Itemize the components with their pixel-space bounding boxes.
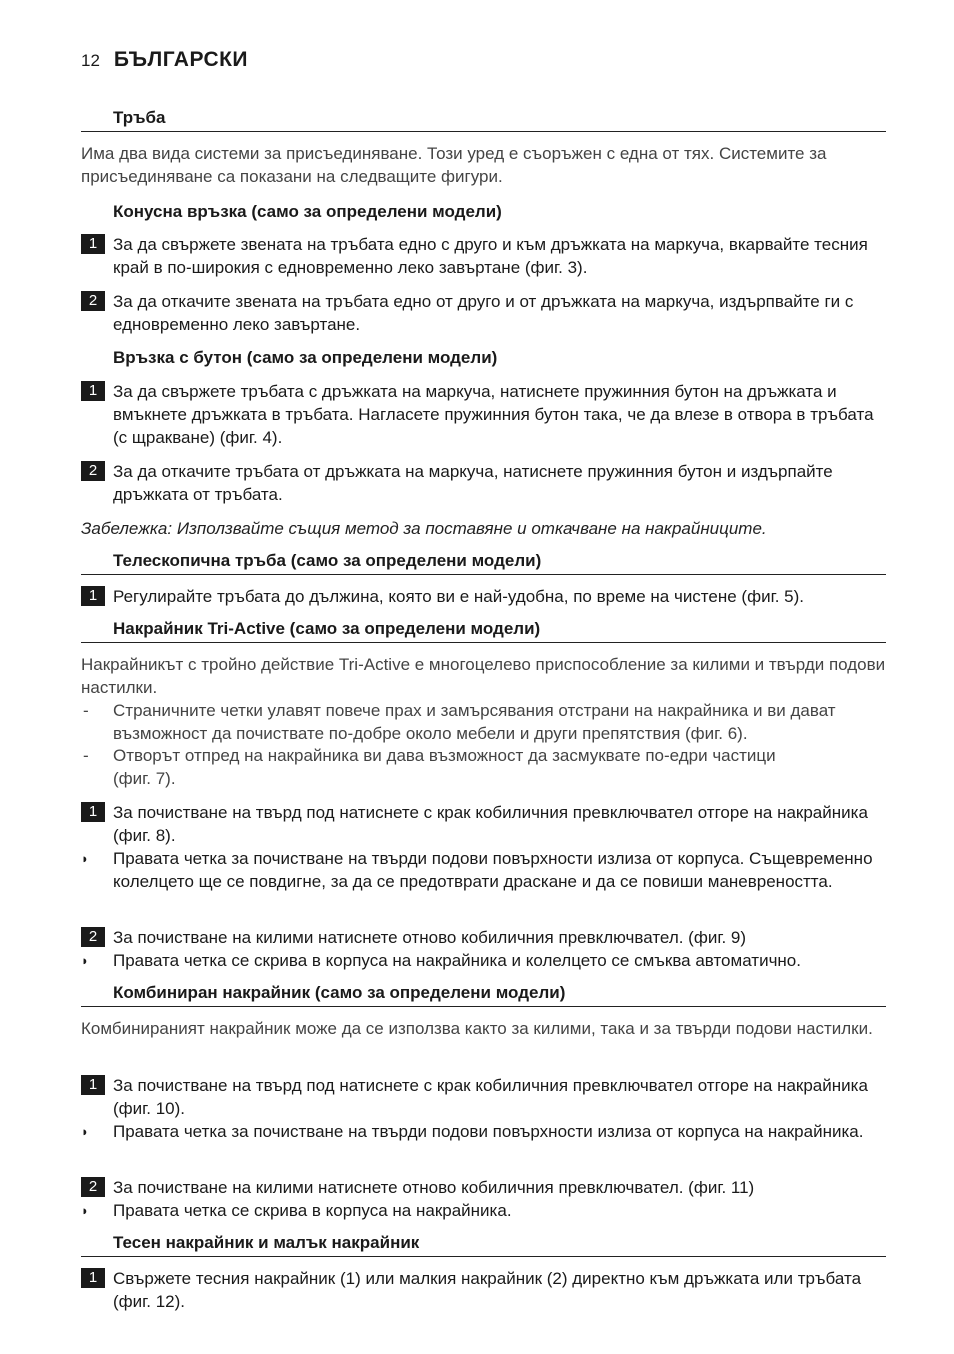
tube-intro: Има два вида системи за присъединяване. Този уред е съоръжен с една от тях. Системите за присъединяване са показани на следващите фигури.	[81, 144, 827, 186]
step-text: За да свържете тръбата с дръжката на маркуча, натиснете пружинния бутон на дръжката и вмъкнете дръжката в тръбата. Нагласете пружинния бутон така, че да влезе в отвора в тръбата (с щракване) (фиг. 4).	[113, 382, 874, 447]
step-conical-1	[81, 233, 886, 279]
step-number: 1	[81, 234, 105, 254]
result-arrow-icon: ◗	[81, 851, 89, 866]
result-text: Правата четка за почистване на твърди подови повърхности излиза от корпуса на накрайника.	[113, 1122, 864, 1141]
step-combined-2	[81, 1176, 886, 1199]
language-title: БЪЛГАРСКИ	[113, 48, 249, 71]
section-heading-triactive: Накрайник Tri-Active (само за определени модели)	[81, 619, 886, 643]
step-text: За почистване на килими натиснете отново кобиличния превключвател. (фиг. 11)	[113, 1178, 755, 1197]
step-button-1	[81, 380, 886, 449]
section-heading-telescopic: Телескопична тръба (само за определени модели)	[81, 551, 886, 575]
subheading-button: Връзка с бутон (само за определени модели)	[113, 348, 498, 367]
subheading-conical: Конусна връзка (само за определени модели)	[113, 202, 502, 221]
result-arrow-icon: ◗	[81, 1124, 89, 1139]
step-telescopic-1	[81, 585, 886, 608]
step-button-2	[81, 460, 886, 506]
result-item	[81, 949, 886, 972]
step-text: За почистване на твърд под натиснете с крак кобиличния превключвател отгоре на накрайника (фиг. 10).	[113, 1076, 868, 1118]
page-number: 12	[81, 51, 100, 70]
step-number: 2	[81, 927, 105, 947]
result-item	[81, 847, 886, 893]
step-conical-2	[81, 290, 886, 336]
step-number: 1	[81, 1075, 105, 1095]
combined-intro: Комбинираният накрайник може да се използва както за килими, така и за твърди подови настилки.	[81, 1019, 873, 1038]
step-text: За почистване на килими натиснете отново кобиличния превключвател. (фиг. 9)	[113, 928, 747, 947]
step-number: 1	[81, 586, 105, 606]
dash-item	[81, 744, 886, 790]
section-heading-tube: Тръба	[81, 108, 886, 132]
step-number: 1	[81, 381, 105, 401]
step-text: За почистване на твърд под натиснете с крак кобиличния превключвател отгоре на накрайника (фиг. 8).	[113, 803, 868, 845]
result-arrow-icon: ◗	[81, 953, 89, 968]
step-number: 1	[81, 802, 105, 822]
step-text: Регулирайте тръбата до дължина, която ви е най-удобна, по време на чистене (фиг. 5).	[113, 587, 804, 606]
step-combined-1	[81, 1074, 886, 1120]
result-text: Правата четка се скрива в корпуса на накрайника и колелцето се смъква автоматично.	[113, 951, 801, 970]
result-text: Правата четка се скрива в корпуса на накрайника.	[113, 1201, 512, 1220]
section-heading-combined: Комбиниран накрайник (само за определени модели)	[81, 983, 886, 1007]
step-number: 1	[81, 1268, 105, 1288]
dash-item	[81, 699, 886, 745]
dash-mark: -	[83, 746, 89, 765]
dash-text: Отворът отпред на накрайника ви дава възможност да засмуквате по-едри частици (фиг. 7).	[113, 746, 776, 788]
step-text: За да свържете звената на тръбата едно с друго и към дръжката на маркуча, вкарвайте тесния край в по-широкия с едновременно леко завъртане (фиг. 3).	[113, 235, 868, 277]
result-item	[81, 1199, 886, 1222]
page-header	[81, 48, 248, 72]
step-number: 2	[81, 1177, 105, 1197]
result-arrow-icon: ◗	[81, 1203, 89, 1218]
triactive-intro: Накрайникът с тройно действие Tri-Active е многоцелево приспособление за килими и твърди подови настилки.	[81, 655, 886, 697]
step-text: За да откачите тръбата от дръжката на маркуча, натиснете пружинния бутон и издърпайте дръжката от тръбата.	[113, 462, 833, 504]
step-number: 2	[81, 461, 105, 481]
step-text: За да откачите звената на тръбата едно от друго и от дръжката на маркуча, издърпвайте ги с едновременно леко завъртане.	[113, 292, 854, 334]
step-number: 2	[81, 291, 105, 311]
result-item	[81, 1120, 886, 1143]
result-text: Правата четка за почистване на твърди подови повърхности излиза от корпуса. Същевременно колелцето ще се повдигне, за да се предотврати драскане и да се повиши маневреността.	[113, 849, 873, 891]
dash-text: Страничните четки улавят повече прах и замърсявания отстрани на накрайника и ви дават възможност да почиствате по-добре около мебели и други препятствия (фиг. 6).	[113, 701, 836, 743]
step-text: Свържете тесния накрайник (1) или малкия накрайник (2) директно към дръжката или тръбата (фиг. 12).	[113, 1269, 862, 1311]
section-heading-crevice: Тесен накрайник и малък накрайник	[81, 1233, 886, 1257]
note: Забележка: Използвайте същия метод за поставяне и откачване на накрайниците.	[81, 519, 767, 538]
step-triactive-1	[81, 801, 886, 847]
step-triactive-2	[81, 926, 886, 949]
step-crevice-1	[81, 1267, 886, 1313]
dash-mark: -	[83, 701, 89, 720]
